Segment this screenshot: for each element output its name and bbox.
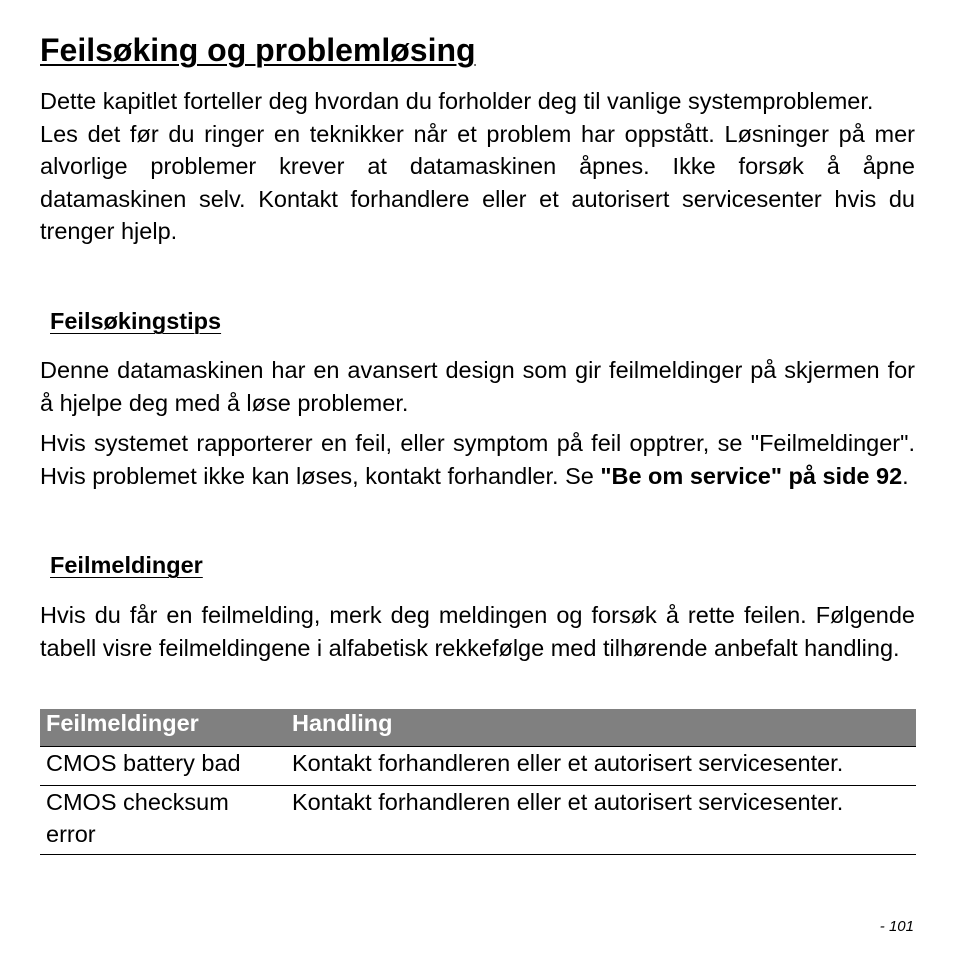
page-number: - 101 [879, 918, 914, 935]
section-heading-error-messages: Feilmeldinger [50, 552, 203, 578]
section-heading-troubleshooting-tips: Feilsøkingstips [50, 308, 222, 334]
tips-paragraph-2 [40, 427, 915, 492]
table-header-row [40, 709, 916, 747]
intro-paragraph-2: Les det før du ringer en teknikker når et problem har oppstått. Løsninger på mer alvorlige problemer krever at datamaskinen åpnes. Ikke forsøk å åpne datamaskinen selv. Kontakt forhandlere eller et autorisert servicesenter hvis du trenger hjelp. [40, 120, 915, 244]
messages-paragraph: Hvis du får en feilmelding, merk deg meldingen og forsøk å rette feilen. Følgende tabell visre feilmeldingene i alfabetisk rekkefølge med tilhørende anbefalt handling. [40, 602, 915, 661]
chapter-title: Feilsøking og problemløsing [40, 32, 476, 68]
table-header-action: Handling [286, 709, 916, 747]
table-cell-error: CMOS battery bad [40, 747, 286, 786]
intro-section [40, 85, 915, 248]
table-cell-action: Kontakt forhandleren eller et autorisert servicesenter. [286, 747, 916, 786]
table-cell-error: CMOS checksum error [40, 786, 286, 855]
tips-paragraph-2-text: Hvis systemet rapporterer en feil, eller symptom på feil opptrer, se "Feilmeldinger". Hvis problemet ikke kan løses, kontakt forhandler. Se [40, 430, 915, 489]
table-row [40, 747, 916, 786]
table-row [40, 786, 916, 855]
table-cell-action: Kontakt forhandleren eller et autorisert servicesenter. [286, 786, 916, 855]
intro-paragraph-1: Dette kapitlet forteller deg hvordan du forholder deg til vanlige systemproblemer. [40, 88, 874, 114]
service-reference-link[interactable]: "Be om service" på side 92 [600, 462, 903, 489]
tips-paragraph-1: Denne datamaskinen har en avansert design som gir feilmeldinger på skjermen for å hjelpe deg med å løse problemer. [40, 357, 915, 416]
error-messages-table [40, 709, 916, 855]
tips-paragraph-2-end: . [902, 462, 909, 489]
table-header-error-messages: Feilmeldinger [40, 709, 286, 747]
